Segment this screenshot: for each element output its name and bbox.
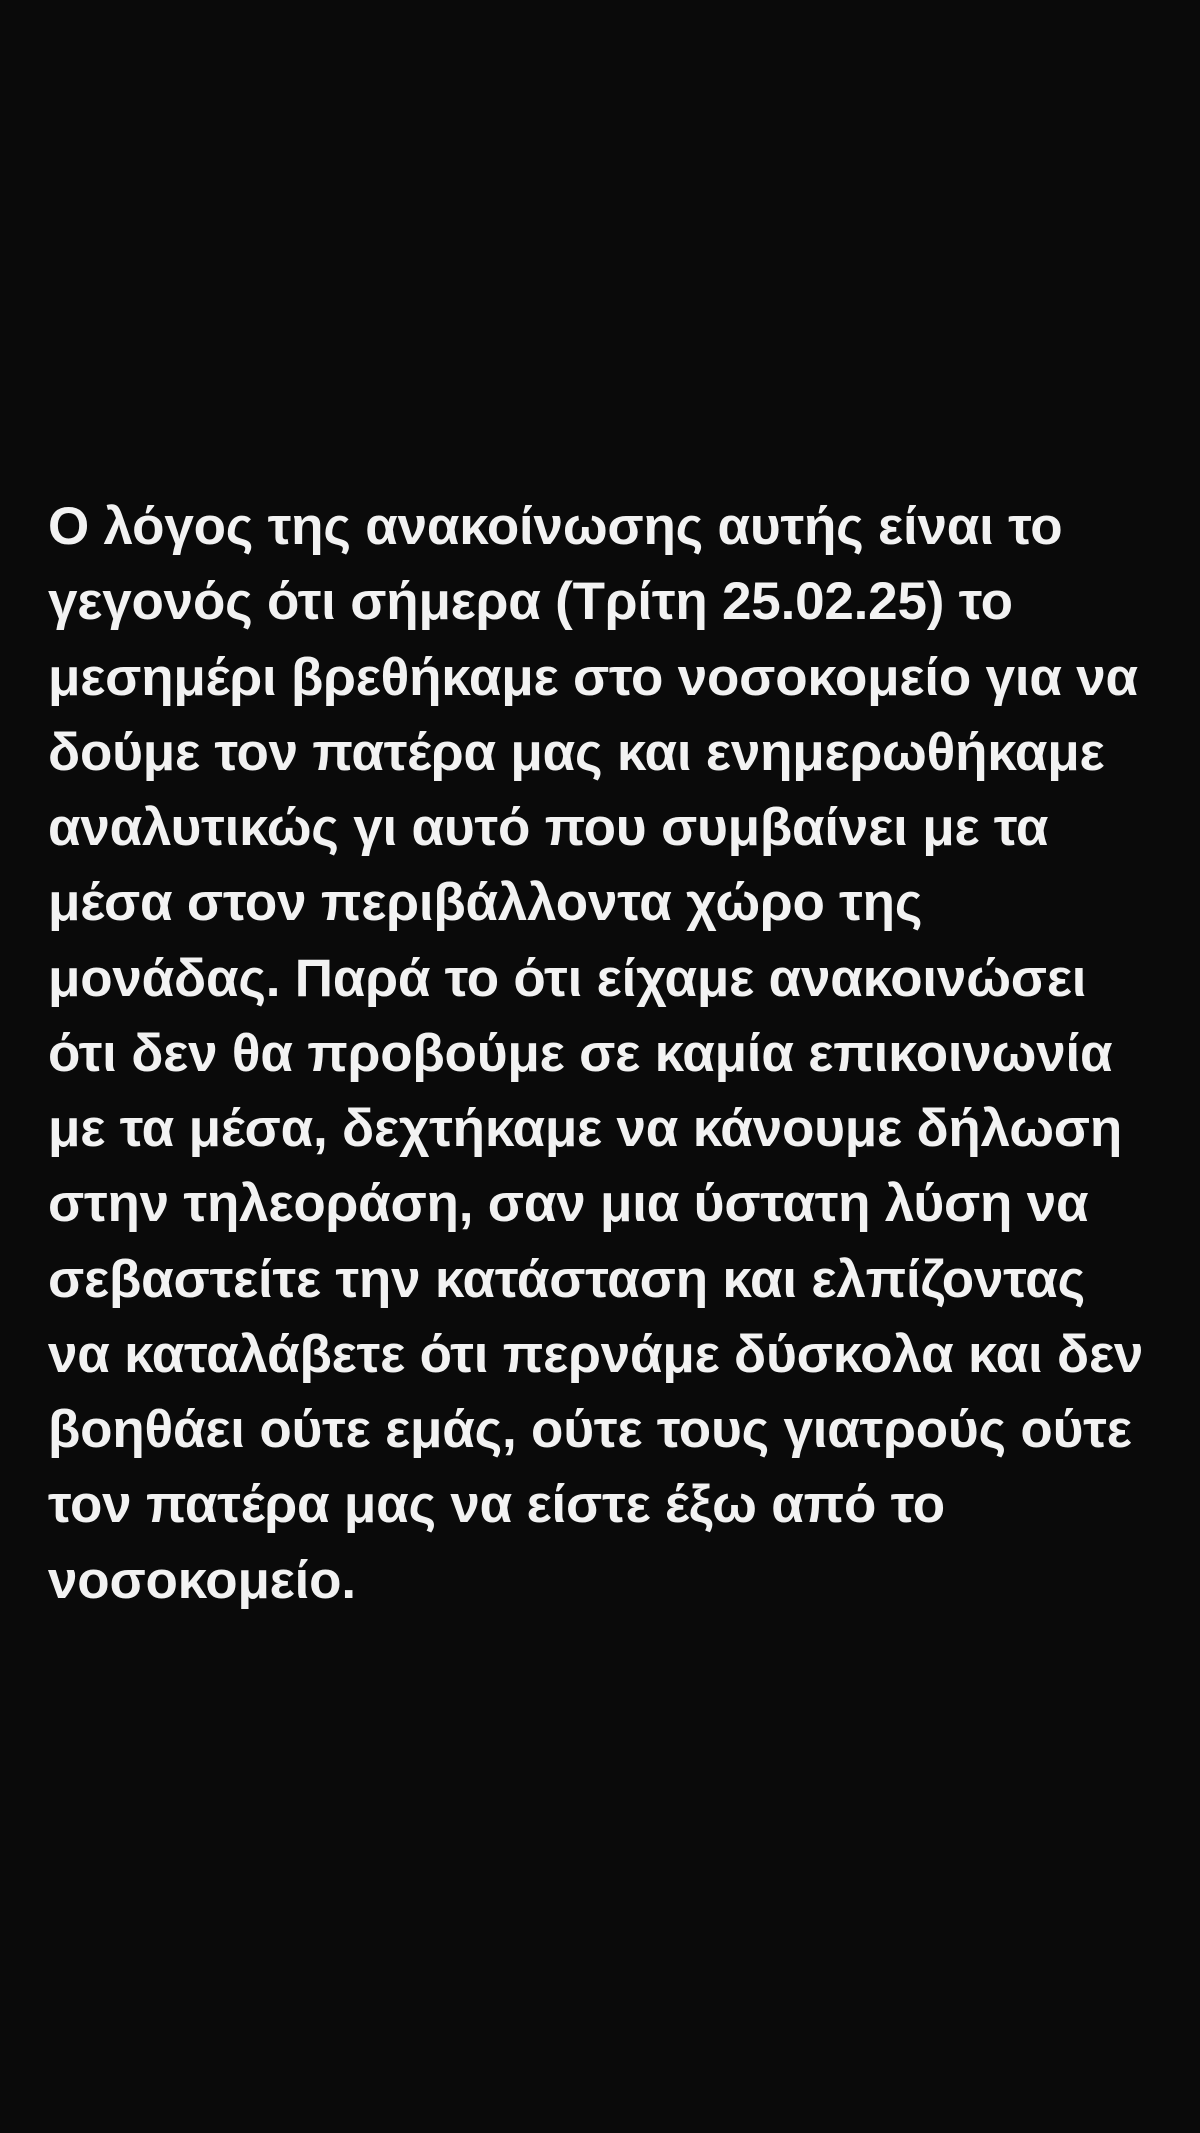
story-body-text: Ο λόγος της ανακοίνωσης αυτής είναι το γεγονός ότι σήμερα (Τρίτη 25.02.25) το μεσημέρι βρεθήκαμε στο νοσοκομείο για να δούμε τον πατέρα μας και ενημερωθήκαμε αναλυτικώς γι αυτό που συμβαίνει με τα μέσα στον περιβάλλοντα χώρο της μονάδας. Παρά το ότι είχαμε ανακοινώσει ότι δεν θα προβούμε σε καμία επικοινωνία με τα μέσα, δεχτήκαμε να κάνουμε δήλωση στην τηλεοράση, σαν μια ύστατη λύση να σεβαστείτε την κατάσταση και ελπίζοντας να καταλάβετε ότι περνάμε δύσκολα και δεν βοηθάει ούτε εμάς, ούτε τους γιατρούς ούτε τον πατέρα μας να είστε έξω από το νοσοκομείο. [48,497,1158,1610]
